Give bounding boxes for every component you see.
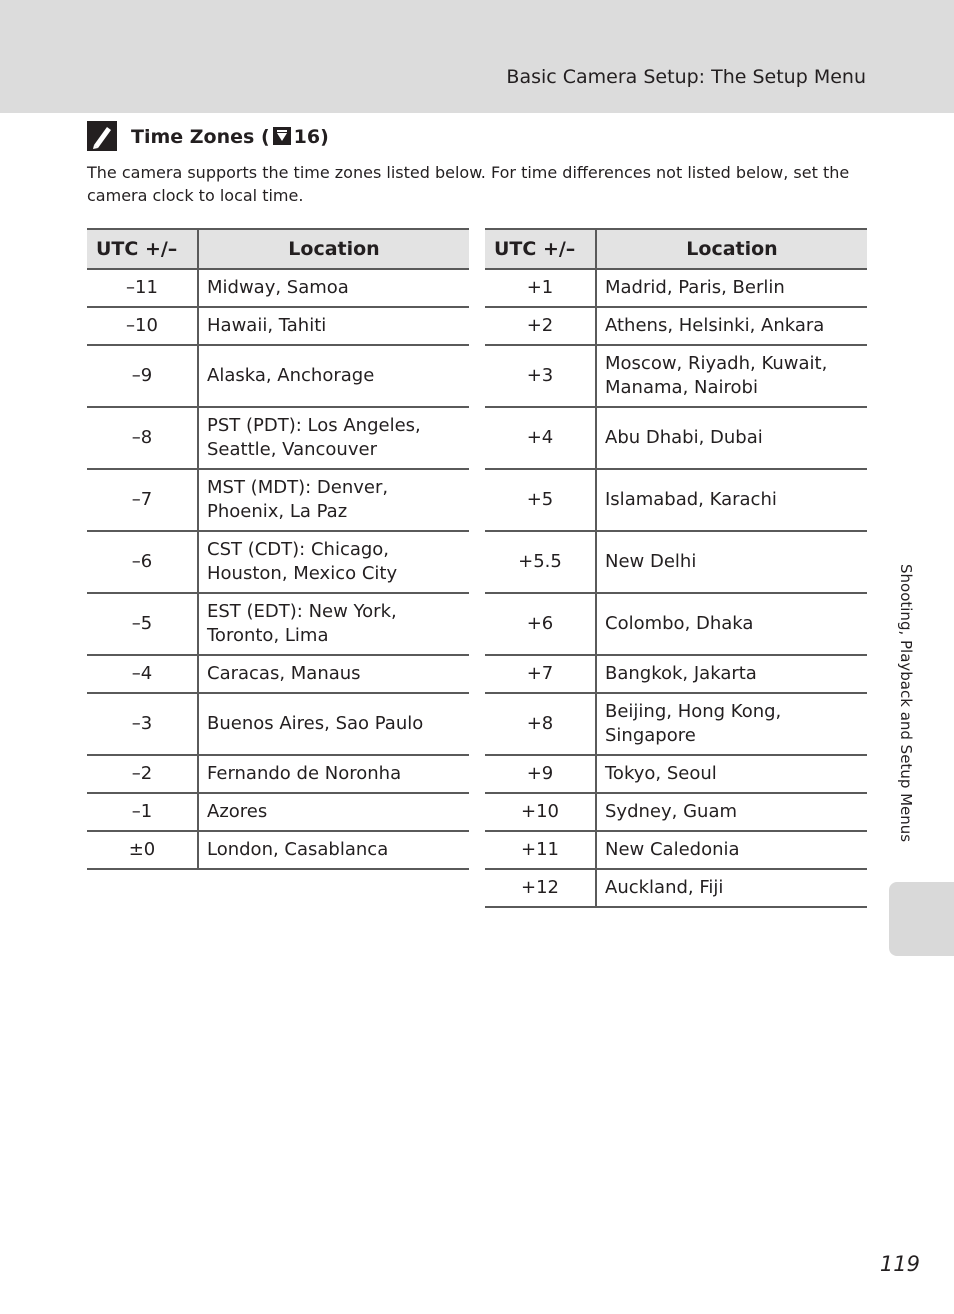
location-cell: Hawaii, Tahiti <box>198 307 469 345</box>
utc-offset-cell: +11 <box>485 831 596 869</box>
time-zone-table-left <box>87 228 469 870</box>
table-row <box>485 655 867 693</box>
location-cell: Abu Dhabi, Dubai <box>596 407 867 469</box>
utc-offset-cell: –4 <box>87 655 198 693</box>
section-title-suffix: 16) <box>293 126 329 148</box>
utc-offset-cell: +12 <box>485 869 596 907</box>
location-cell: Midway, Samoa <box>198 269 469 307</box>
utc-offset-cell: –11 <box>87 269 198 307</box>
location-cell: CST (CDT): Chicago, Houston, Mexico City <box>198 531 469 593</box>
utc-offset-cell: +9 <box>485 755 596 793</box>
table-row <box>87 831 469 869</box>
utc-offset-cell: +1 <box>485 269 596 307</box>
pencil-note-icon <box>87 121 117 151</box>
location-cell: New Delhi <box>596 531 867 593</box>
location-header: Location <box>198 229 469 269</box>
location-cell: Tokyo, Seoul <box>596 755 867 793</box>
table-row <box>87 269 469 307</box>
location-cell: Auckland, Fiji <box>596 869 867 907</box>
utc-offset-cell: +10 <box>485 793 596 831</box>
table-row <box>485 269 867 307</box>
time-zone-table-right <box>485 228 867 908</box>
table-row <box>87 693 469 755</box>
table-row <box>485 831 867 869</box>
utc-offset-cell: +5 <box>485 469 596 531</box>
utc-offset-cell: +3 <box>485 345 596 407</box>
location-cell: PST (PDT): Los Angeles, Seattle, Vancouver <box>198 407 469 469</box>
table-row <box>87 307 469 345</box>
utc-offset-cell: –1 <box>87 793 198 831</box>
utc-offset-cell: +4 <box>485 407 596 469</box>
utc-offset-cell: –9 <box>87 345 198 407</box>
page-reference-icon <box>273 127 291 145</box>
table-row <box>87 655 469 693</box>
table-row <box>485 307 867 345</box>
utc-offset-cell: –6 <box>87 531 198 593</box>
location-cell: Fernando de Noronha <box>198 755 469 793</box>
table-row <box>87 531 469 593</box>
table-row <box>87 345 469 407</box>
location-cell: London, Casablanca <box>198 831 469 869</box>
location-cell: Madrid, Paris, Berlin <box>596 269 867 307</box>
table-row <box>485 755 867 793</box>
table-row <box>485 693 867 755</box>
header-title: Basic Camera Setup: The Setup Menu <box>506 66 866 88</box>
side-tab-marker <box>889 882 954 956</box>
utc-offset-cell: ±0 <box>87 831 198 869</box>
utc-offset-cell: –2 <box>87 755 198 793</box>
page-number: 119 <box>879 1252 920 1276</box>
table-row <box>87 407 469 469</box>
section-title-prefix: Time Zones ( <box>131 126 270 148</box>
location-cell: Buenos Aires, Sao Paulo <box>198 693 469 755</box>
table-row <box>485 531 867 593</box>
utc-offset-cell: +2 <box>485 307 596 345</box>
location-cell: Moscow, Riyadh, Kuwait, Manama, Nairobi <box>596 345 867 407</box>
location-header: Location <box>596 229 867 269</box>
table-row <box>87 593 469 655</box>
location-cell: Islamabad, Karachi <box>596 469 867 531</box>
utc-offset-cell: +7 <box>485 655 596 693</box>
location-cell: EST (EDT): New York, Toronto, Lima <box>198 593 469 655</box>
table-header-row <box>87 229 469 269</box>
header-band <box>0 0 954 113</box>
utc-offset-cell: –10 <box>87 307 198 345</box>
location-cell: Azores <box>198 793 469 831</box>
utc-header: UTC +/– <box>485 229 596 269</box>
utc-offset-cell: –8 <box>87 407 198 469</box>
utc-offset-cell: +8 <box>485 693 596 755</box>
location-cell: Alaska, Anchorage <box>198 345 469 407</box>
table-row <box>485 407 867 469</box>
utc-offset-cell: –5 <box>87 593 198 655</box>
location-cell: Athens, Helsinki, Ankara <box>596 307 867 345</box>
location-cell: Beijing, Hong Kong, Singapore <box>596 693 867 755</box>
table-header-row <box>485 229 867 269</box>
section-title <box>131 126 329 148</box>
location-cell: MST (MDT): Denver, Phoenix, La Paz <box>198 469 469 531</box>
table-row <box>485 869 867 907</box>
utc-offset-cell: +6 <box>485 593 596 655</box>
table-row <box>87 755 469 793</box>
utc-offset-cell: –3 <box>87 693 198 755</box>
location-cell: Bangkok, Jakarta <box>596 655 867 693</box>
location-cell: Caracas, Manaus <box>198 655 469 693</box>
intro-paragraph: The camera supports the time zones listed below. For time differences not listed below, set the camera clock to local time. <box>87 163 850 205</box>
location-cell: New Caledonia <box>596 831 867 869</box>
table-row <box>485 793 867 831</box>
table-row <box>485 469 867 531</box>
utc-offset-cell: –7 <box>87 469 198 531</box>
table-row <box>485 345 867 407</box>
side-section-label: Shooting, Playback and Setup Menus <box>897 564 915 843</box>
location-cell: Colombo, Dhaka <box>596 593 867 655</box>
utc-header: UTC +/– <box>87 229 198 269</box>
utc-offset-cell: +5.5 <box>485 531 596 593</box>
table-row <box>87 793 469 831</box>
table-row <box>485 593 867 655</box>
location-cell: Sydney, Guam <box>596 793 867 831</box>
table-row <box>87 469 469 531</box>
